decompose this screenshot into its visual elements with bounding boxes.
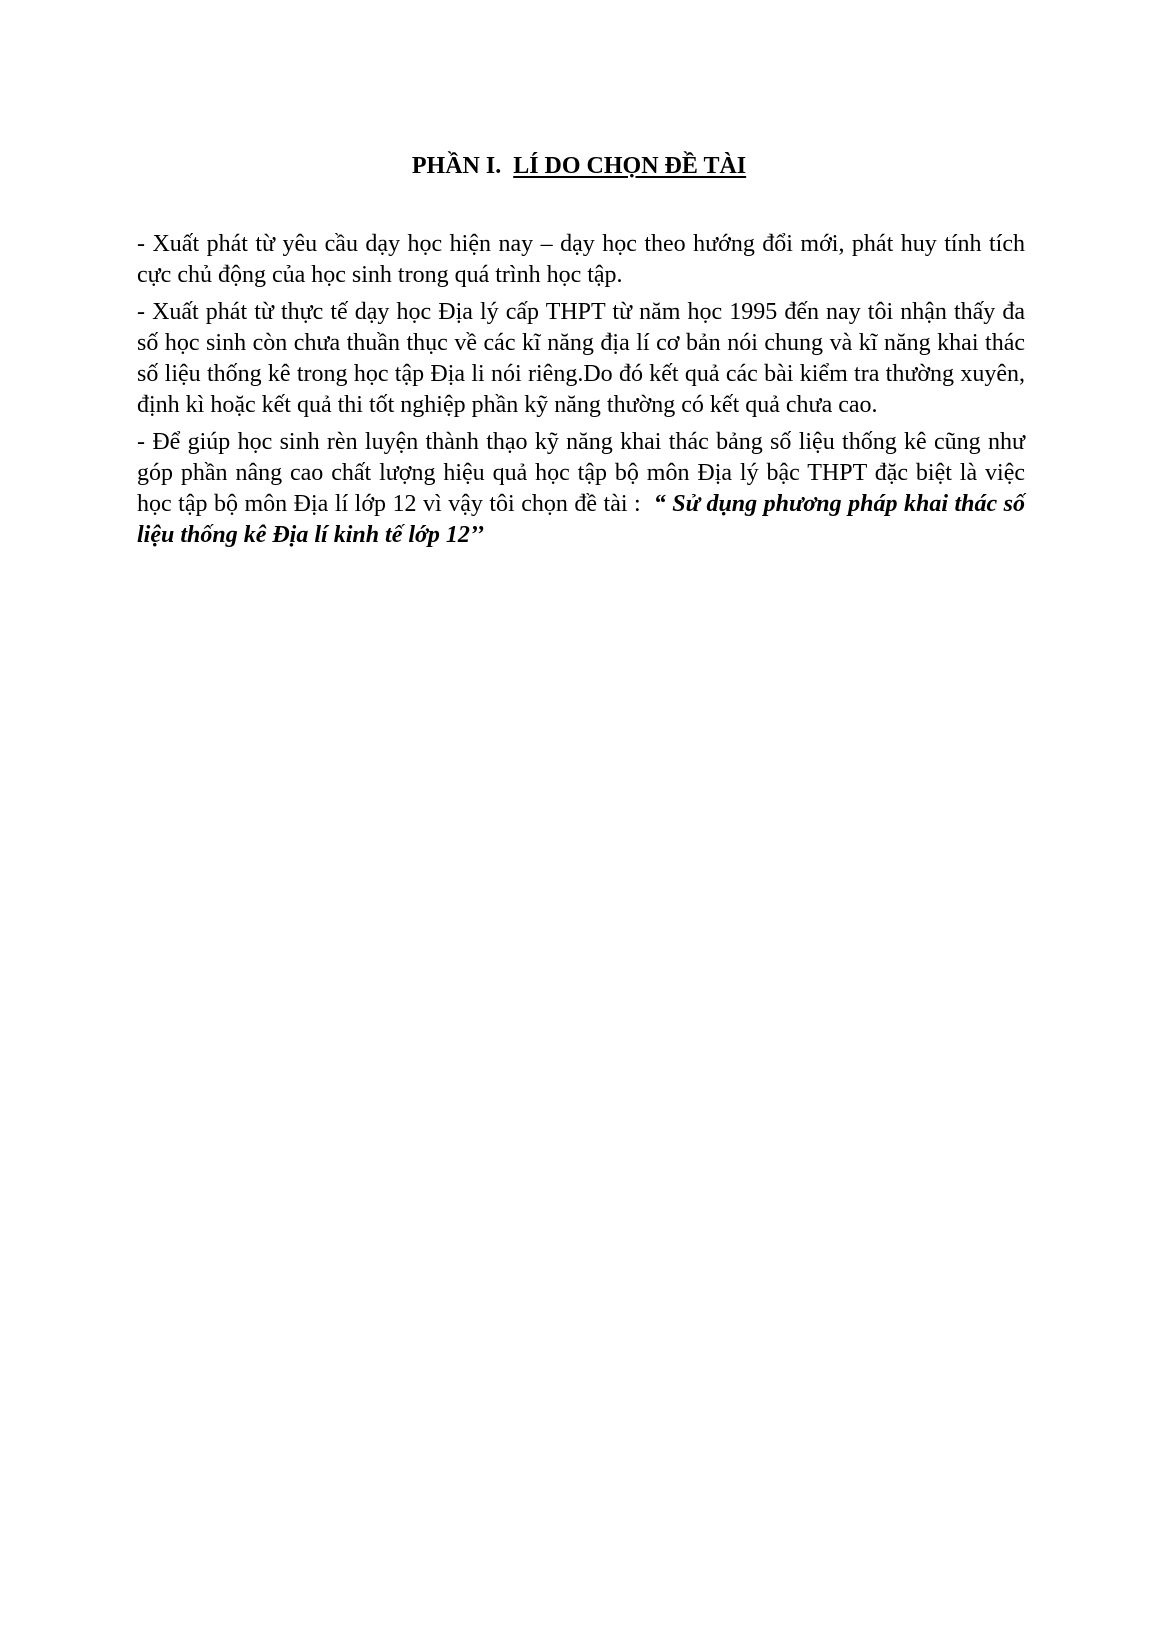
section-heading (0, 150, 1158, 182)
paragraph-1-text: - Xuất phát từ yêu cầu dạy học hiện nay – dạy học theo hướng đổi mới, phát huy tính tích cực chủ động của học sinh trong quá trình học tập. (137, 231, 1025, 288)
section-heading-prefix: PHẦN I. (411, 153, 502, 179)
paragraph-1 (137, 229, 1025, 291)
paragraph-2 (137, 297, 1025, 421)
document-body (137, 229, 1025, 557)
section-heading-title: LÍ DO CHỌN ĐỀ TÀI (513, 153, 747, 179)
paragraph-2-text: - Xuất phát từ thực tế dạy học Địa lý cấp THPT từ năm học 1995 đến nay tôi nhận thấy đa số học sinh còn chưa thuần thục về các kĩ năng địa lí cơ bản nói chung và kĩ năng khai thác số liệu thống kê trong học tập Địa li nói riêng.Do đó kết quả các bài kiểm tra thường xuyên, định kì hoặc kết quả thi tốt nghiệp phần kỹ năng thường có kết quả chưa cao. (137, 299, 1025, 418)
paragraph-3 (137, 427, 1025, 551)
topic-title-quote: “ Sử dụng phương pháp khai thác số liệu thống kê Địa lí kinh tế lớp 12’’ (137, 491, 1026, 548)
paragraph-3-text: - Để giúp học sinh rèn luyện thành thạo kỹ năng khai thác bảng số liệu thống kê cũng như góp phần nâng cao chất lượng hiệu quả học tập bộ môn Địa lý bậc THPT đặc biệt là việc học tập bộ môn Địa lí lớp 12 vì vậy tôi chọn đề tài : (137, 429, 1025, 517)
